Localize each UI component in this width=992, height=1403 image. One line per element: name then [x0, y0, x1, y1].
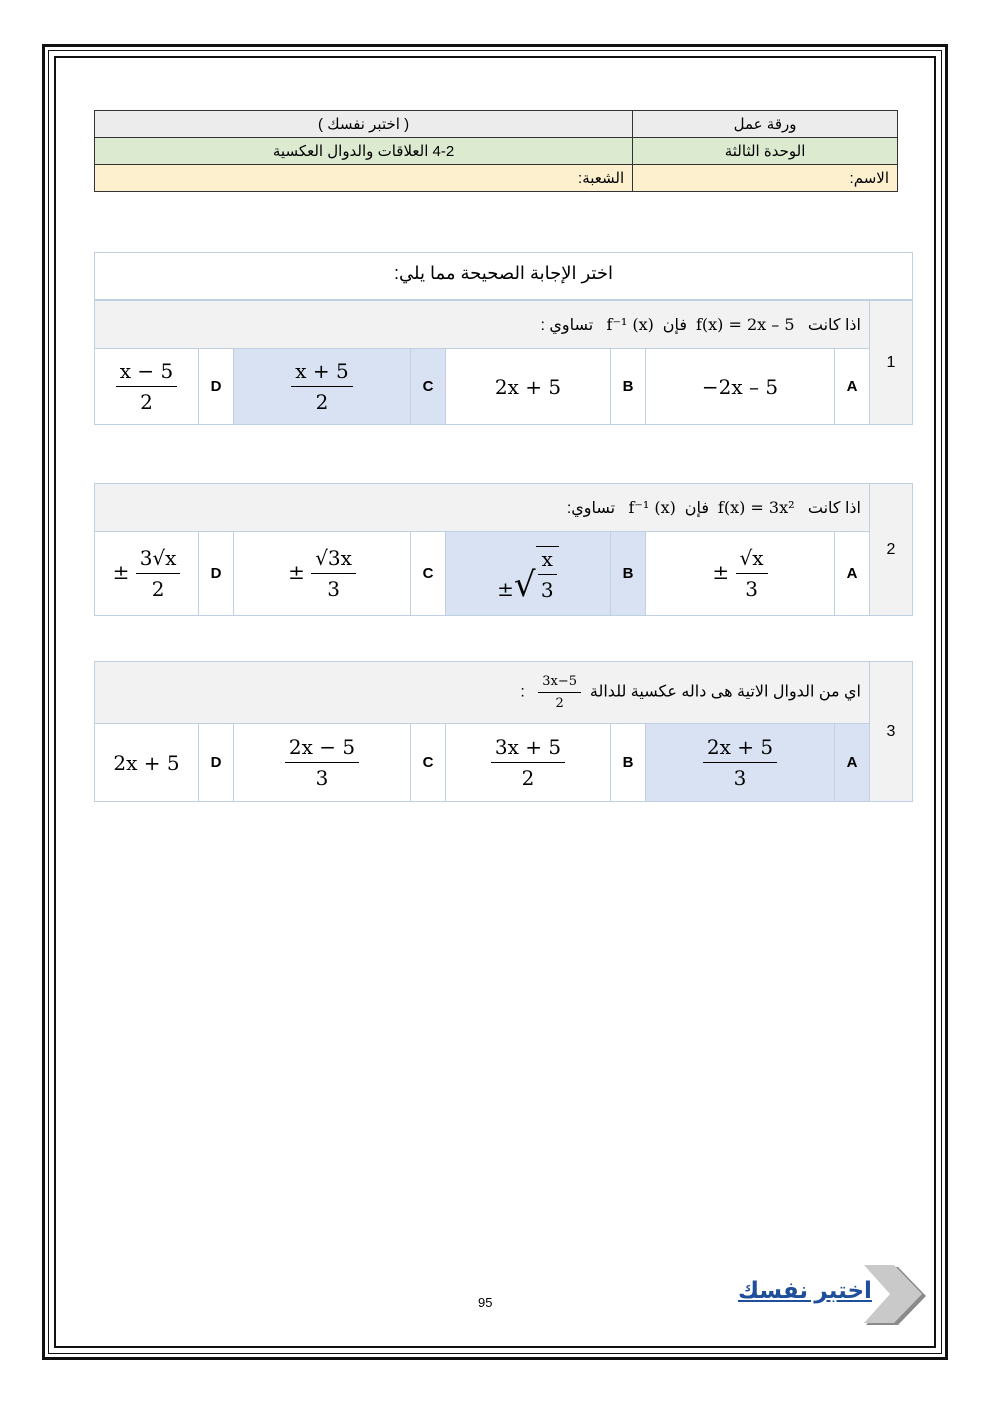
question-2 [94, 483, 913, 616]
lesson-label: 4-2 العلاقات والدوال العكسية [95, 138, 633, 165]
option-c[interactable]: $\frac{2x - 5}{3}$ [234, 724, 411, 802]
option-d[interactable]: $\frac{x - 5}{2}$ [95, 349, 199, 425]
question-text: اي من الدوال الاتية هى داله عكسية للدالة $\frac{3x-5}{2}$ : [95, 662, 870, 724]
next-arrow-icon[interactable] [862, 1265, 928, 1327]
option-a[interactable]: −2x – 5 [646, 349, 835, 425]
option-letter-c[interactable]: C [411, 532, 446, 616]
question-number: 2 [870, 484, 913, 616]
option-letter-a[interactable]: A [835, 349, 870, 425]
test-yourself-label: ( اختبر نفسك ) [95, 111, 633, 138]
question-text: اذا كانت f(x) = 3x² فإن f⁻¹ (x) تساوي: [95, 484, 870, 532]
option-a[interactable]: ± $\frac{√x}{3}$ [646, 532, 835, 616]
option-c[interactable]: ± $\frac{√3x}{3}$ [234, 532, 411, 616]
option-d[interactable]: ± $\frac{3√x}{2}$ [95, 532, 199, 616]
option-letter-b[interactable]: B [611, 724, 646, 802]
section-field[interactable]: الشعبة: [95, 165, 633, 192]
option-letter-a[interactable]: A [835, 724, 870, 802]
question-number: 3 [870, 662, 913, 802]
self-test-link[interactable]: اختبر نفسك [738, 1277, 872, 1303]
page-number: 95 [478, 1295, 493, 1310]
option-b[interactable]: ± √ $\frac{x}{3}$ [446, 532, 611, 616]
instructions: اختر الإجابة الصحيحة مما يلي: [94, 252, 913, 300]
option-letter-d[interactable]: D [199, 724, 234, 802]
question-1 [94, 300, 913, 425]
option-d[interactable]: 2x + 5 [95, 724, 199, 802]
option-b[interactable]: 2x + 5 [446, 349, 611, 425]
option-letter-c[interactable]: C [411, 724, 446, 802]
radical-icon: √ [513, 564, 536, 605]
option-a[interactable]: $\frac{2x + 5}{3}$ [646, 724, 835, 802]
option-letter-d[interactable]: D [199, 532, 234, 616]
option-letter-c[interactable]: C [411, 349, 446, 425]
worksheet-title: ورقة عمل [633, 111, 898, 138]
option-letter-a[interactable]: A [835, 532, 870, 616]
worksheet-header [94, 110, 898, 192]
option-letter-b[interactable]: B [611, 532, 646, 616]
option-letter-b[interactable]: B [611, 349, 646, 425]
question-text: اذا كانت f(x) = 2x – 5 فإن f⁻¹ (x) تساوي : [95, 301, 870, 349]
option-b[interactable]: $\frac{3x + 5}{2}$ [446, 724, 611, 802]
unit-label: الوحدة الثالثة [633, 138, 898, 165]
option-c[interactable]: $\frac{x + 5}{2}$ [234, 349, 411, 425]
option-letter-d[interactable]: D [199, 349, 234, 425]
question-number: 1 [870, 301, 913, 425]
name-field[interactable]: الاسم: [633, 165, 898, 192]
question-3 [94, 661, 913, 802]
